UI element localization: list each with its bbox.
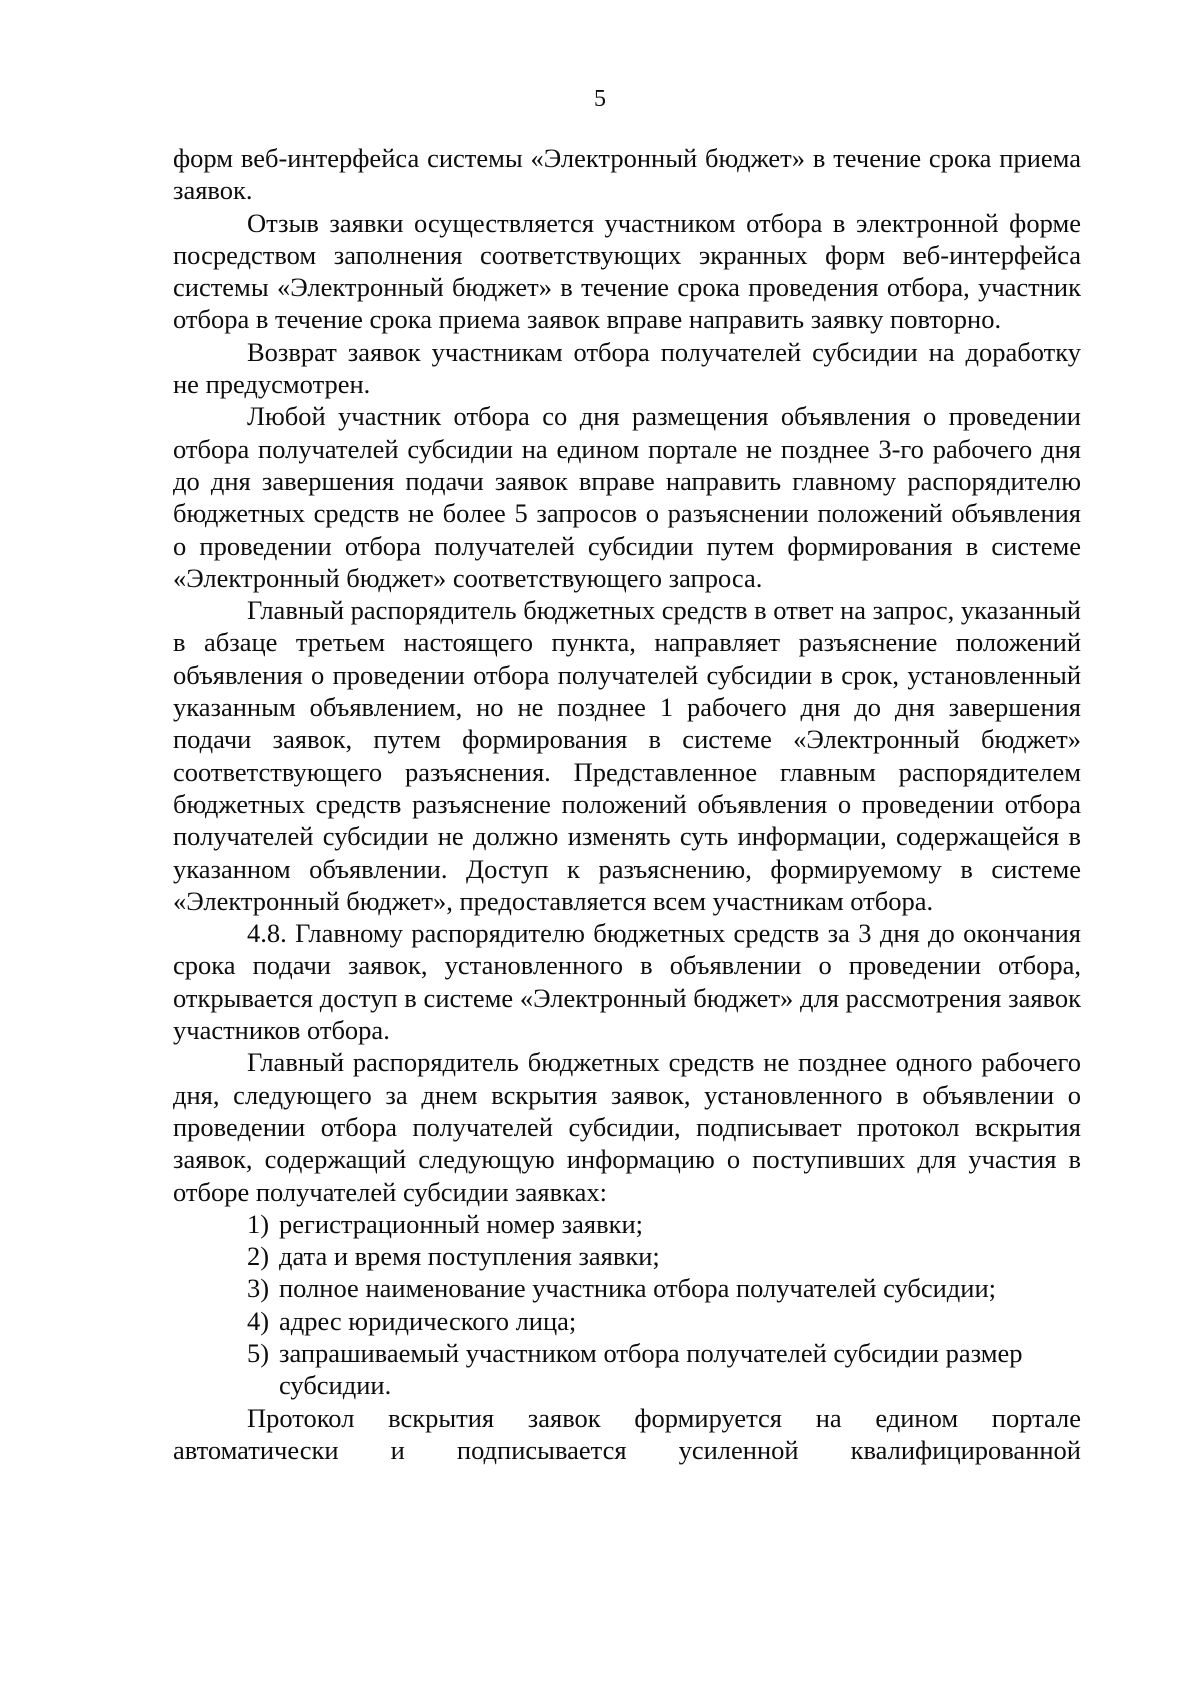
closing-paragraph: Протокол вскрытия заявок формируется на едином портале автоматически и подписывается усиленной квалифицированной [173, 1402, 1081, 1465]
list-item-text: адрес юридического лица; [279, 1305, 577, 1336]
paragraph-6: 4.8. Главному распорядителю бюджетных средств за 3 дня до окончания срока подачи заявок, установленного в объявлении о проведении отбора, открывается доступ в системе «Электронный бюджет» для рассмотрения заявок участников отбора. [173, 918, 1081, 1046]
list-item-number: 4) [247, 1305, 270, 1336]
list-item-number: 2) [247, 1241, 270, 1272]
list-item-number: 5) [247, 1337, 270, 1368]
paragraph-7: Главный распорядитель бюджетных средств не позднее одного рабочего дня, следующего за днем вскрытия заявок, установленного в объявлении о проведении отбора получателей субсидии, подписывает протокол вскрытия заявок, содержащий следующую информацию о поступивших для участия в отборе получателей субсидии заявках: [173, 1047, 1081, 1207]
list-item-text: полное наименование участника отбора получателей субсидии; [279, 1273, 997, 1304]
list-item [173, 1305, 1081, 1337]
list-item [173, 1272, 1081, 1304]
list-item [173, 1240, 1081, 1272]
document-body [173, 142, 1081, 1466]
list-item-text: регистрационный номер заявки; [279, 1208, 644, 1239]
list-item-text: запрашиваемый участником отбора получателей субсидии размер субсидии. [279, 1337, 1023, 1401]
page-number: 5 [594, 86, 606, 112]
paragraph-5: Главный распорядитель бюджетных средств в ответ на запрос, указанный в абзаце третьем настоящего пункта, направляет разъяснение положений объявления о проведении отбора получателей субсидии в срок, установленный указанным объявлением, но не позднее 1 рабочего дня до дня завершения подачи заявок, путем формирования в системе «Электронный бюджет» соответствующего разъяснения. Представленное главным распорядителем бюджетных средств разъяснение положений объявления о проведении отбора получателей субсидии не должно изменять суть информации, содержащейся в указанном объявлении. Доступ к разъяснению, формируемому в системе «Электронный бюджет», предоставляется всем участникам отбора. [173, 595, 1081, 916]
paragraph-3: Возврат заявок участникам отбора получателей субсидии на доработку не предусмотрен. [173, 336, 1081, 400]
paragraph-4: Любой участник отбора со дня размещения объявления о проведении отбора получателей субсидии на едином портале не позднее 3-го рабочего дня до дня завершения подачи заявок вправе направить главному распорядителю бюджетных средств не более 5 запросов о разъяснении положений объявления о проведении отбора получателей субсидии путем формирования в системе «Электронный бюджет» соответствующего запроса. [173, 401, 1081, 593]
list-item [173, 1208, 1081, 1240]
info-list [173, 1208, 1081, 1402]
list-item-number: 1) [247, 1208, 270, 1239]
list-item [173, 1337, 1081, 1402]
paragraph-1: форм веб-интерфейса системы «Электронный бюджет» в течение срока приема заявок. [173, 143, 1081, 206]
paragraph-2: Отзыв заявки осуществляется участником отбора в электронной форме посредством заполнения соответствующих экранных форм веб-интерфейса системы «Электронный бюджет» в течение срока проведения отбора, участник отбора в течение срока приема заявок вправе направить заявку повторно. [173, 207, 1081, 335]
list-item-text: дата и время поступления заявки; [279, 1241, 660, 1272]
list-item-number: 3) [247, 1273, 270, 1304]
